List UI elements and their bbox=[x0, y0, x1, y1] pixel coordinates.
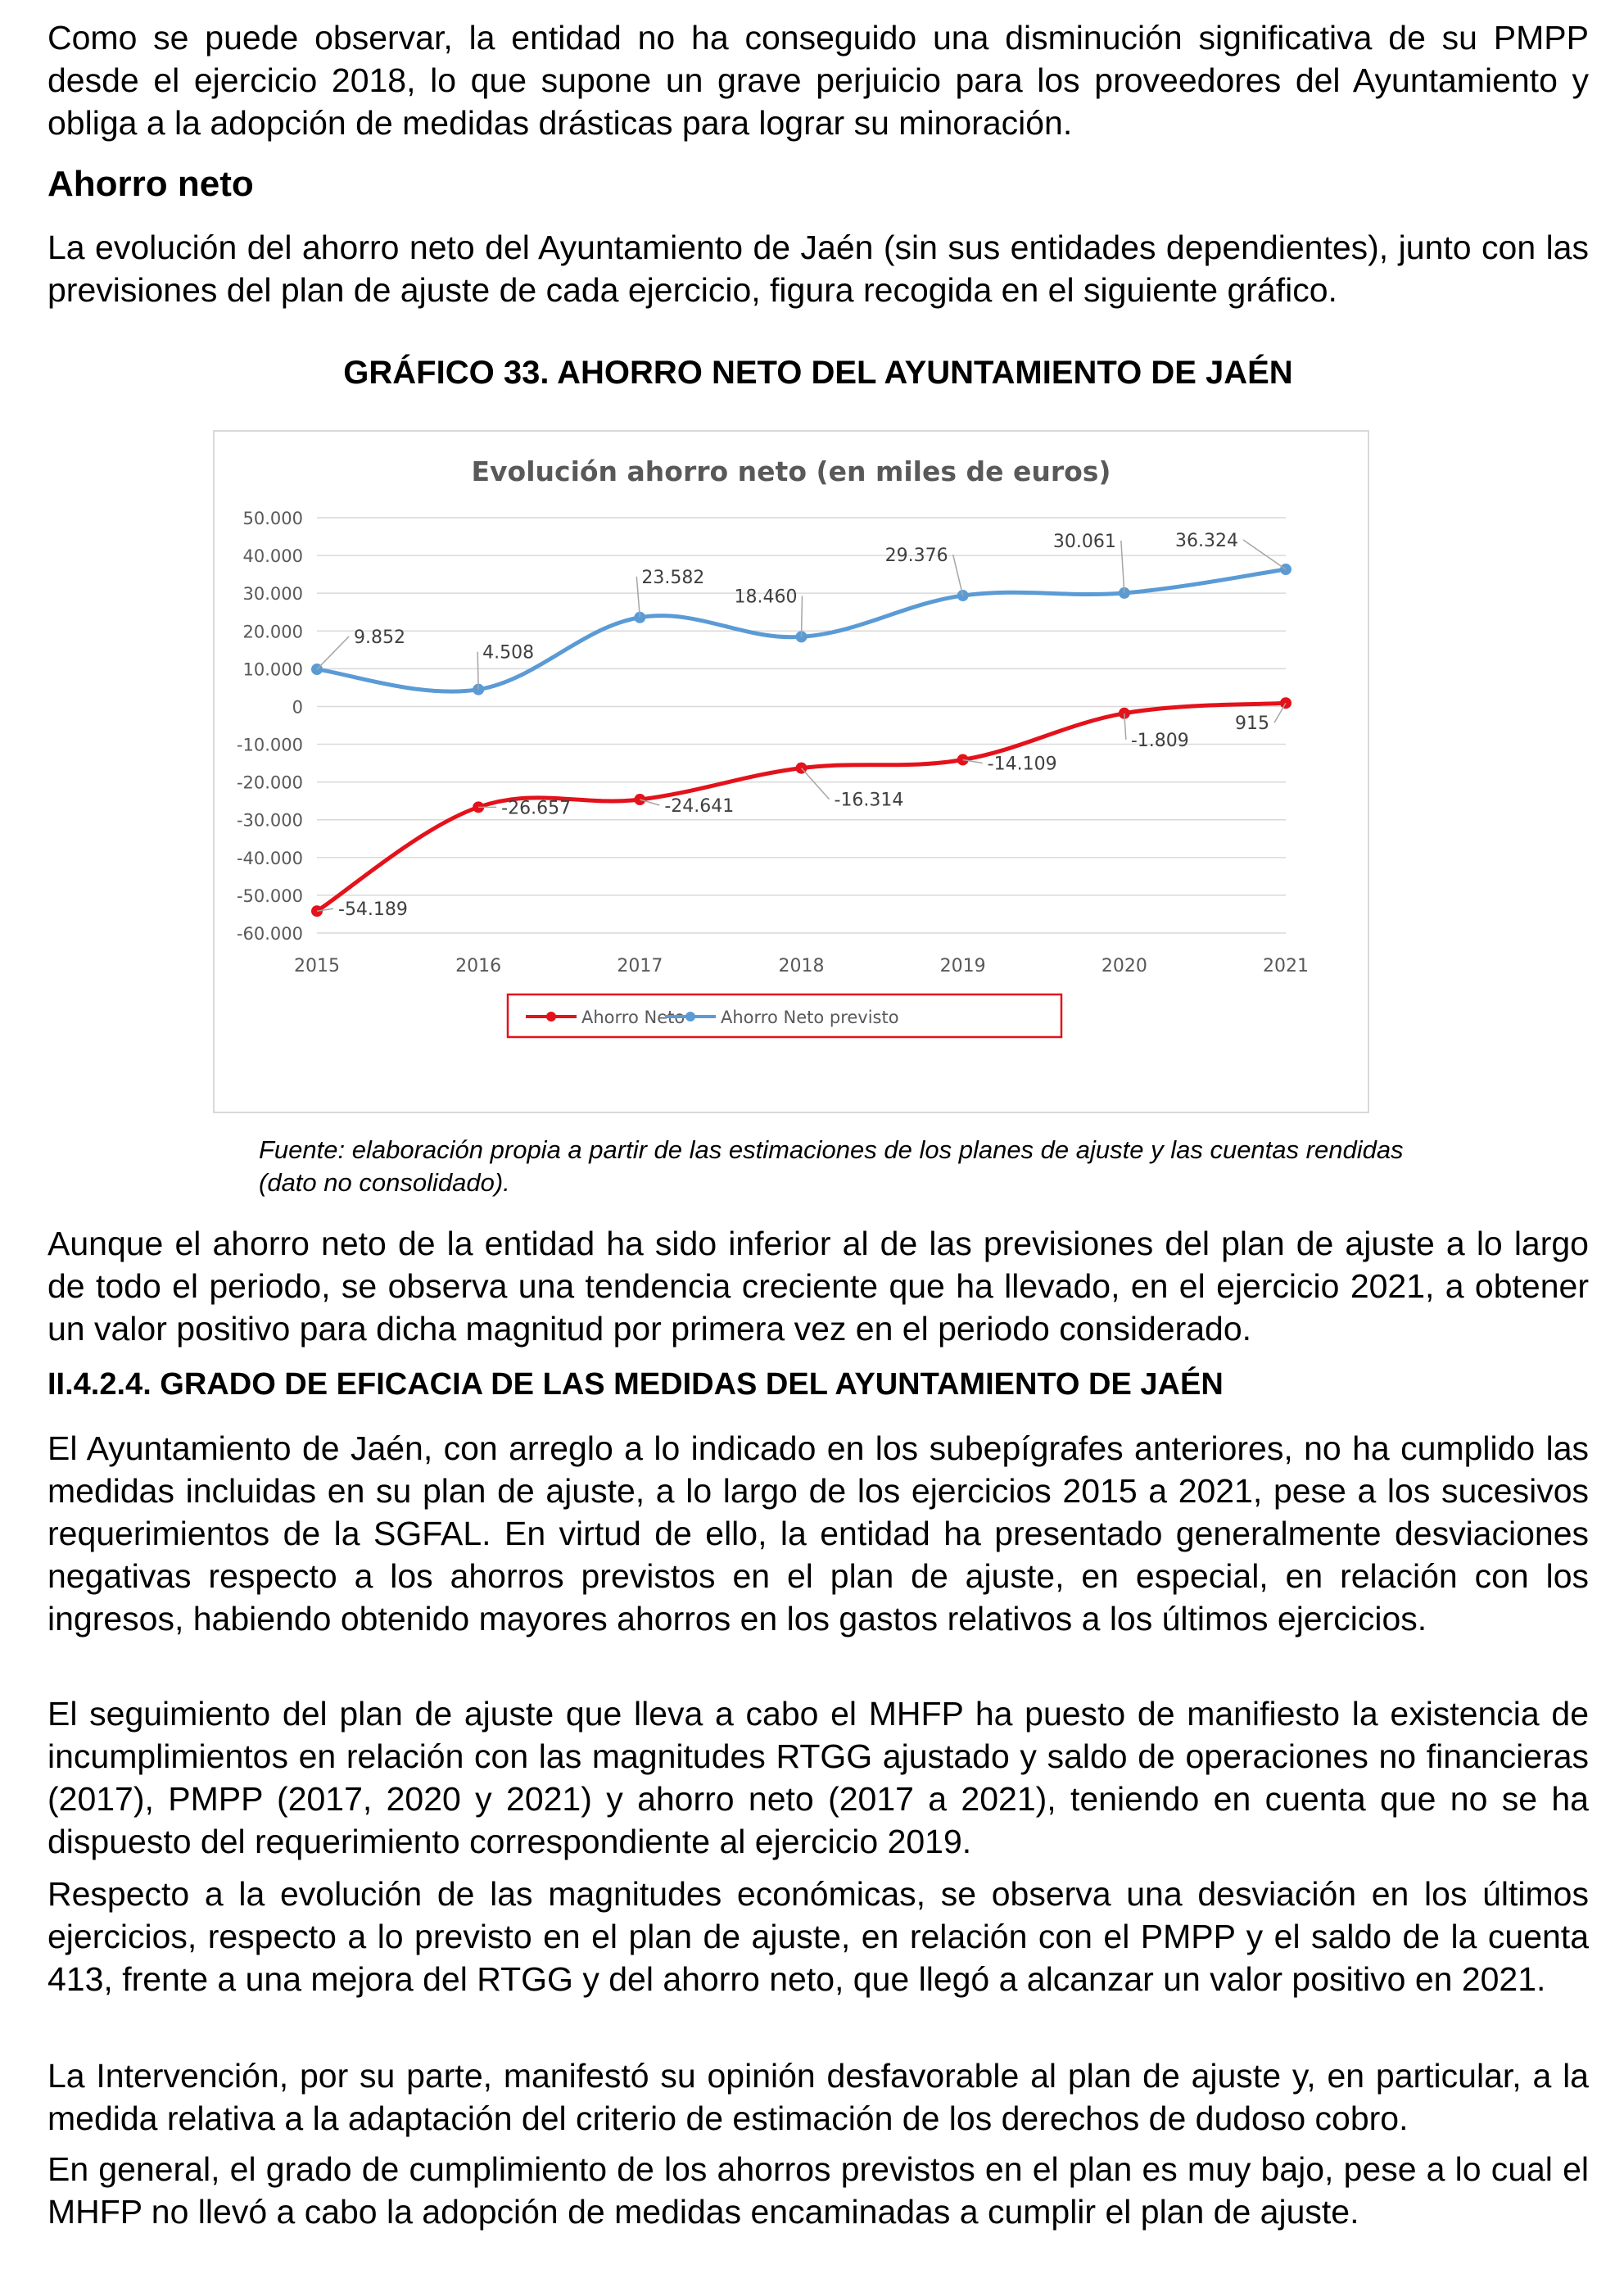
leader-line bbox=[1243, 540, 1286, 569]
leader-line bbox=[636, 577, 640, 618]
y-tick-label: -10.000 bbox=[236, 735, 303, 755]
data-label: 36.324 bbox=[1175, 531, 1238, 552]
data-label: -26.657 bbox=[501, 798, 572, 819]
data-label: 9.852 bbox=[354, 627, 405, 649]
eficacia-paragraph-3: Respecto a la evolución de las magnitudes económicas, se observa una desviación en los últimos ejercicios, respecto a lo previsto en el plan de ajuste, en relación con el PMPP y el saldo de la cuenta 413, frente a una mejora del RTGG y del ahorro neto, que llegó a alcanzar un valor positivo en 2021. bbox=[47, 1875, 1589, 1998]
data-point bbox=[1280, 697, 1292, 709]
legend-swatch-marker bbox=[546, 1012, 556, 1021]
legend-label: Ahorro Neto previsto bbox=[721, 1008, 899, 1027]
leader-line bbox=[1121, 541, 1124, 593]
intro-paragraph: Como se puede observar, la entidad no ha conseguido una disminución significativa de su PMPP desde el ejercicio 2018, lo que supone un grave perjuicio para los proveedores del Ayuntamiento y obliga a la adopción de medidas drásticas para lograr su minoración. bbox=[47, 19, 1589, 142]
ahorro-neto-paragraph: La evolución del ahorro neto del Ayuntamiento de Jaén (sin sus entidades dependientes), junto con las previsiones del plan de ajuste de cada ejercicio, figura recogida en el siguiente gráfico. bbox=[47, 229, 1589, 309]
eficacia-paragraph-5: En general, el grado de cumplimiento de los ahorros previstos en el plan es muy bajo, pese a lo cual el MHFP no llevó a cabo la adopción de medidas encaminadas a cumplir el plan de ajuste. bbox=[47, 2150, 1589, 2231]
chart-legend bbox=[508, 994, 1061, 1037]
y-tick-label: -40.000 bbox=[236, 848, 303, 868]
y-tick-label: -50.000 bbox=[236, 886, 303, 906]
section-heading: II.4.2.4. GRADO DE EFICACIA DE LAS MEDIDAS DEL AYUNTAMIENTO DE JAÉN bbox=[47, 1367, 1224, 1402]
data-label: 30.061 bbox=[1052, 531, 1116, 552]
chart-gridlines bbox=[317, 518, 1286, 933]
data-label: -16.314 bbox=[834, 790, 904, 811]
y-tick-label: -60.000 bbox=[236, 924, 303, 944]
ahorro-neto-chart bbox=[215, 432, 1368, 1112]
data-label: 18.460 bbox=[734, 587, 798, 608]
legend-label: Ahorro Neto bbox=[581, 1008, 685, 1027]
data-label: 29.376 bbox=[884, 546, 948, 567]
legend-swatch-marker bbox=[685, 1012, 695, 1021]
x-tick-label: 2017 bbox=[617, 956, 663, 976]
eficacia-paragraph-4: La Intervención, por su parte, manifestó su opinión desfavorable al plan de ajuste y, en particular, a la medida relativa a la adaptación del criterio de estimación de los derechos de dudoso cobro. bbox=[47, 2057, 1589, 2137]
x-tick-label: 2019 bbox=[939, 956, 986, 976]
y-tick-label: 20.000 bbox=[242, 622, 303, 642]
eficacia-paragraph-2: El seguimiento del plan de ajuste que lleva a cabo el MHFP ha puesto de manifiesto la existencia de incumplimientos en relación con las magnitudes RTGG ajustado y saldo de operaciones no financieras (2017), PMPP (2017, 2020 y 2021) y ahorro neto (2017 a 2021), teniendo en cuenta que no se ha dispuesto del requerimiento correspondiente al ejercicio 2019. bbox=[47, 1695, 1589, 1860]
leader-line bbox=[802, 768, 830, 800]
y-tick-label: 30.000 bbox=[242, 584, 303, 605]
y-tick-label: -20.000 bbox=[236, 772, 303, 793]
data-label: 915 bbox=[1235, 713, 1269, 735]
data-label: -24.641 bbox=[664, 796, 735, 818]
chart-title: Evolución ahorro neto (en miles de euros) bbox=[471, 455, 1111, 487]
leader-line bbox=[317, 636, 349, 669]
data-label: -54.189 bbox=[338, 899, 408, 921]
x-tick-label: 2015 bbox=[294, 956, 340, 976]
data-label: 4.508 bbox=[482, 642, 535, 664]
y-tick-label: 50.000 bbox=[242, 509, 303, 528]
leader-line bbox=[802, 596, 803, 636]
x-tick-label: 2020 bbox=[1101, 956, 1147, 976]
chart-source-note: Fuente: elaboración propia a partir de las estimaciones de los planes de ajuste y las cuentas rendidas (dato no consolidado). bbox=[259, 1135, 1404, 1197]
chart-frame bbox=[213, 430, 1369, 1113]
aunque-paragraph: Aunque el ahorro neto de la entidad ha sido inferior al de las previsiones del plan de ajuste a lo largo de todo el periodo, se observa una tendencia creciente que ha llevado, en el ejercicio 2021, a obtener un valor positivo para dicha magnitud por primera vez en el periodo considerado. bbox=[47, 1225, 1589, 1348]
data-point bbox=[1280, 564, 1292, 575]
x-tick-label: 2016 bbox=[455, 956, 502, 976]
y-tick-label: 10.000 bbox=[242, 659, 303, 680]
y-tick-label: -30.000 bbox=[236, 810, 303, 831]
chart-data-labels bbox=[317, 531, 1286, 920]
eficacia-paragraph-1: El Ayuntamiento de Jaén, con arreglo a lo indicado en los subepígrafes anteriores, no ha cumplido las medidas incluidas en su plan de ajuste, a lo largo de los ejercicios 2015 a 2021, pese a los sucesivos requerimientos de la SGFAL. En virtud de ello, la entidad ha presentado generalmente desviaciones negativas respecto a los ahorros previstos en el plan de ajuste, en especial, en relación con los ingresos, habiendo obtenido mayores ahorros en los gastos relativos a los últimos ejercicios. bbox=[47, 1429, 1589, 1638]
leader-line bbox=[953, 555, 963, 596]
data-label: -14.109 bbox=[987, 754, 1057, 775]
chart-x-axis bbox=[294, 956, 1309, 976]
ahorro-neto-heading: Ahorro neto bbox=[47, 164, 254, 204]
y-tick-label: 40.000 bbox=[242, 546, 303, 567]
chart-y-axis bbox=[237, 509, 303, 944]
grafico-title: GRÁFICO 33. AHORRO NETO DEL AYUNTAMIENTO DE JAÉN bbox=[343, 355, 1293, 391]
data-label: 23.582 bbox=[641, 567, 705, 588]
x-tick-label: 2021 bbox=[1263, 956, 1309, 976]
x-tick-label: 2018 bbox=[778, 956, 825, 976]
y-tick-label: 0 bbox=[292, 697, 303, 718]
leader-line bbox=[477, 652, 478, 690]
data-label: -1.809 bbox=[1130, 730, 1189, 751]
